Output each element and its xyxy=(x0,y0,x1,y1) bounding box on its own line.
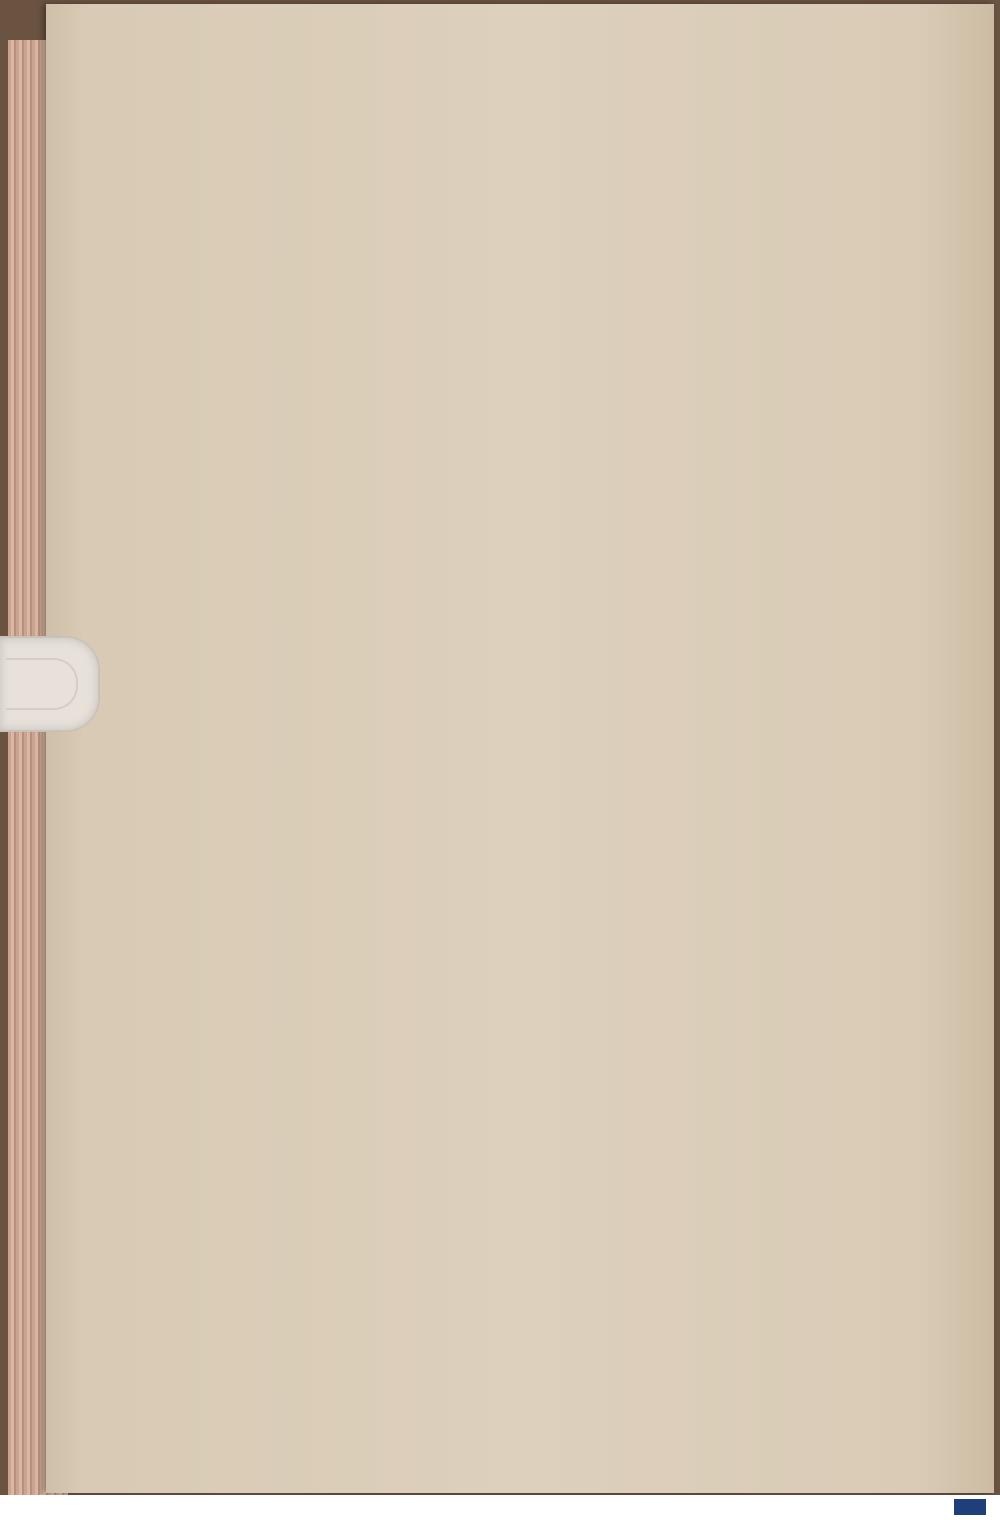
page-sheet xyxy=(46,4,994,1493)
drop-cap xyxy=(114,64,172,130)
footer-bar xyxy=(0,1495,1000,1520)
page-text xyxy=(118,48,918,66)
paper-clip xyxy=(0,636,100,732)
dfg-logo-icon xyxy=(954,1499,986,1515)
